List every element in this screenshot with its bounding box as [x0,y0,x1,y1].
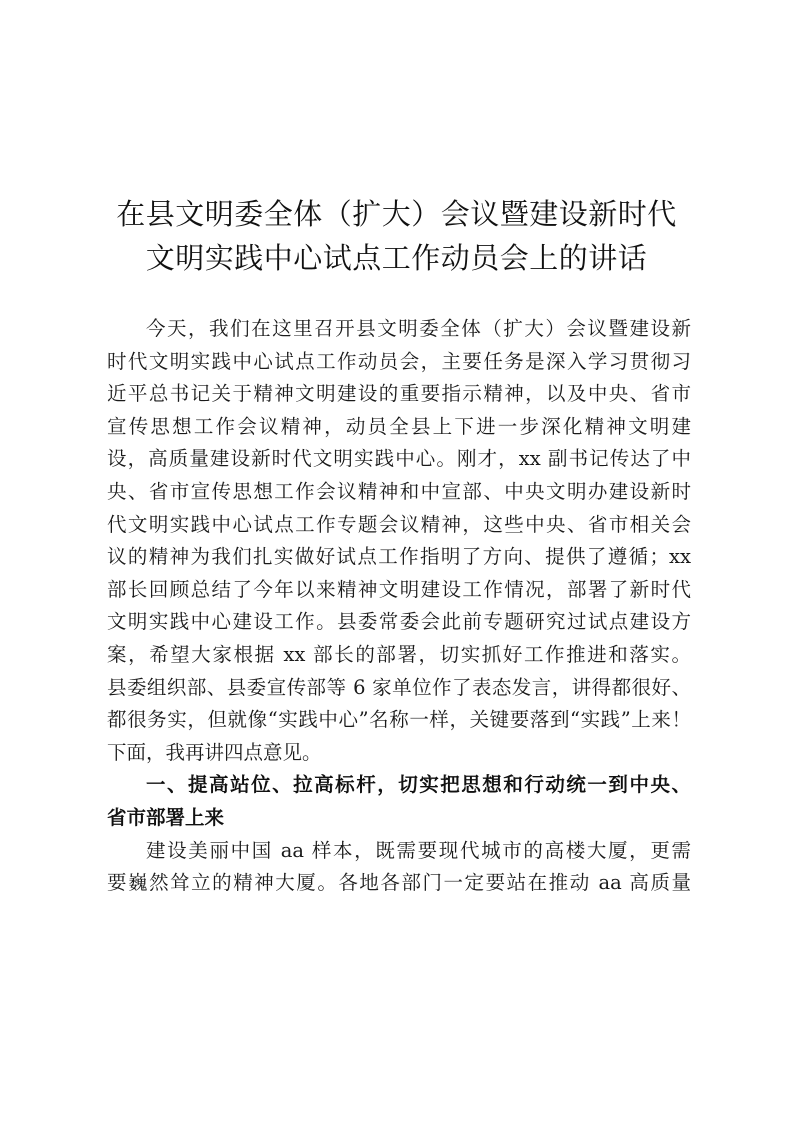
text-line: 都很务实，但就像“实践中心”名称一样，关键要落到“实践”上来！ [107,708,691,732]
paragraph-section-1 [107,835,691,900]
text-line: 今天，我们在这里召开县文明委全体（扩大）会议暨建设新 [146,317,691,340]
text-line: 文明实践中心建设工作。县委常委会此前专题研究过试点建设方 [107,610,691,634]
paragraph-intro [107,313,691,769]
heading-line: 省市部署上来 [107,805,225,829]
text-line: 设，高质量建设新时代文明实践中心。刚才，xx 副书记传达了中 [107,447,691,471]
text-line: 时代文明实践中心试点工作动员会，主要任务是深入学习贯彻习 [107,349,691,373]
text-line: 央、省市宣传思想工作会议精神和中宣部、中央文明办建设新时 [107,479,691,503]
text-line: 议的精神为我们扎实做好试点工作指明了方向、提供了遵循；xx [107,545,691,569]
document-body [107,313,691,900]
text-line: 建设美丽中国 aa 样本，既需要现代城市的高楼大厦，更需 [146,838,691,862]
text-line: 县委组织部、县委宣传部等 6 家单位作了表态发言，讲得都很好、 [107,675,691,699]
heading-line: 一、提高站位、拉高标杆，切实把思想和行动统一到中央、 [146,773,691,797]
title-line-2: 文明实践中心试点工作动员会上的讲话 [145,241,648,275]
text-line: 下面，我再讲四点意见。 [107,740,322,764]
text-line: 代文明实践中心试点工作专题会议精神，这些中央、省市相关会 [107,512,691,536]
title-line-1: 在县文明委全体（扩大）会议暨建设新时代 [116,197,677,231]
text-line: 要巍然耸立的精神大厦。各地各部门一定要站在推动 aa 高质量 [107,871,691,895]
text-line: 近平总书记关于精神文明建设的重要指示精神，以及中央、省市 [107,382,691,406]
section-heading-1 [107,769,691,834]
text-line: 宣传思想工作会议精神，动员全县上下进一步深化精神文明建 [107,414,691,438]
text-line: 案，希望大家根据 xx 部长的部署，切实抓好工作推进和落实。 [107,642,691,666]
text-line: 部长回顾总结了今年以来精神文明建设工作情况，部署了新时代 [107,577,691,601]
document-title [90,192,703,280]
